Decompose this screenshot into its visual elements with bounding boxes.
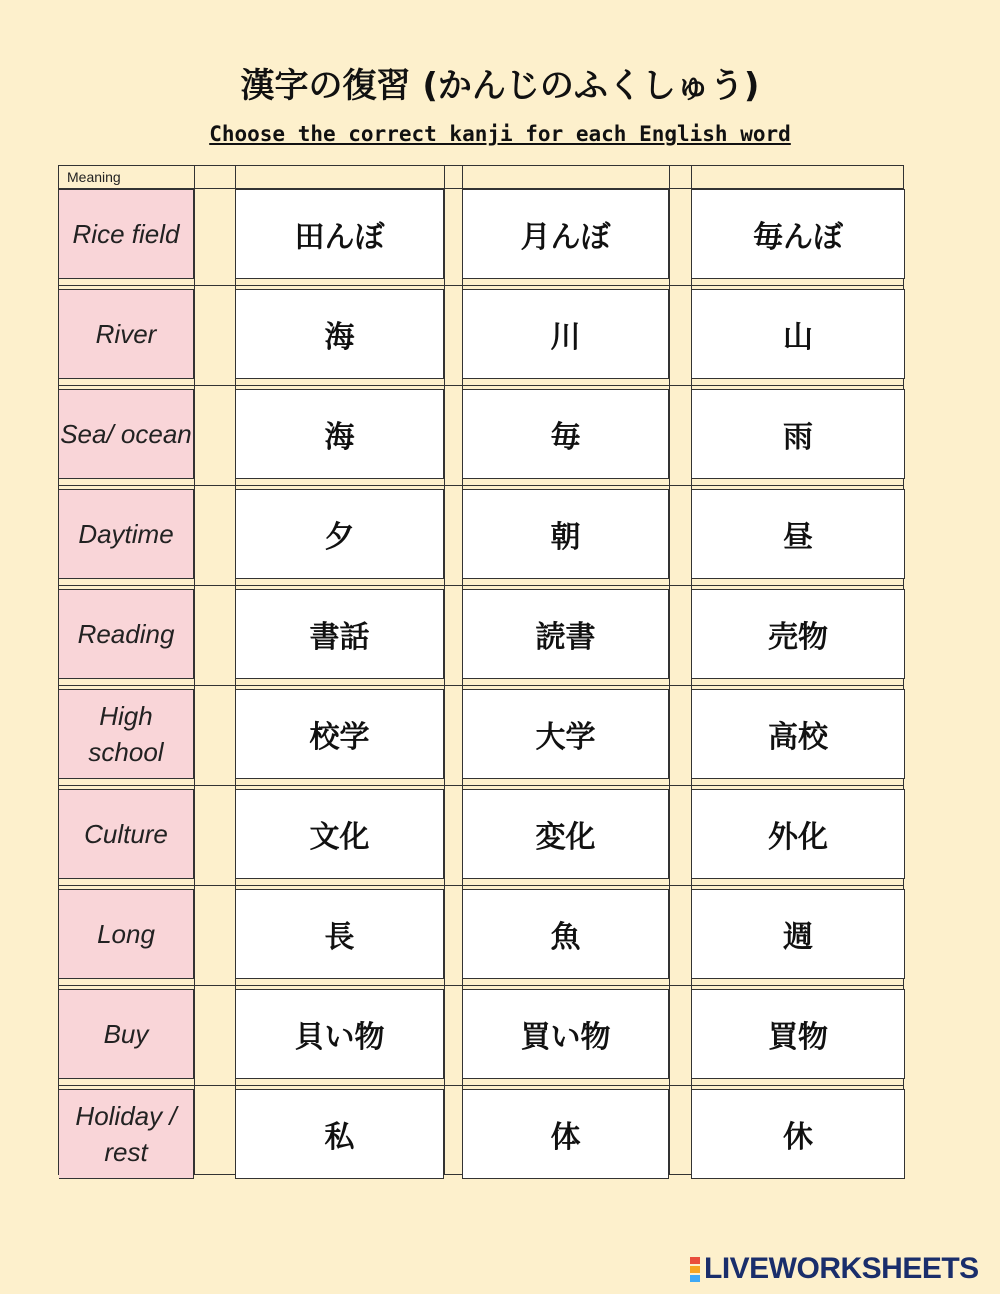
kanji-choice-3[interactable]: 週 (691, 889, 905, 979)
meaning-cell: Daytime (59, 489, 194, 579)
kanji-choice-2[interactable]: 大学 (462, 689, 669, 779)
kanji-choice-2[interactable]: 川 (462, 289, 669, 379)
row-separator (59, 485, 903, 486)
row-separator (59, 985, 903, 986)
meaning-cell: High school (59, 689, 194, 779)
kanji-choice-1[interactable]: 長 (235, 889, 444, 979)
kanji-choice-1[interactable]: 夕 (235, 489, 444, 579)
kanji-choice-2[interactable]: 朝 (462, 489, 669, 579)
kanji-choice-3[interactable]: 買物 (691, 989, 905, 1079)
kanji-choice-2[interactable]: 変化 (462, 789, 669, 879)
kanji-choice-1[interactable]: 私 (235, 1089, 444, 1179)
header-row (59, 166, 903, 189)
row-separator (59, 385, 903, 386)
kanji-choice-3[interactable]: 山 (691, 289, 905, 379)
kanji-choice-1[interactable]: 文化 (235, 789, 444, 879)
kanji-choice-3[interactable]: 昼 (691, 489, 905, 579)
row-separator (59, 685, 903, 686)
liveworksheets-logo (690, 1252, 979, 1286)
table-row (59, 389, 903, 479)
meaning-cell: Buy (59, 989, 194, 1079)
table-row (59, 889, 903, 979)
row-separator (59, 785, 903, 786)
meaning-cell: Long (59, 889, 194, 979)
row-separator (59, 885, 903, 886)
meaning-cell: River (59, 289, 194, 379)
table-row (59, 1089, 903, 1179)
kanji-choice-2[interactable]: 月んぼ (462, 189, 669, 279)
kanji-choice-2[interactable]: 毎 (462, 389, 669, 479)
kanji-choice-2[interactable]: 魚 (462, 889, 669, 979)
row-separator (59, 1085, 903, 1086)
meaning-header: Meaning (67, 169, 121, 185)
kanji-choice-3[interactable]: 休 (691, 1089, 905, 1179)
kanji-choice-1[interactable]: 校学 (235, 689, 444, 779)
kanji-choice-1[interactable]: 田んぼ (235, 189, 444, 279)
meaning-cell: Culture (59, 789, 194, 879)
table-row (59, 689, 903, 779)
kanji-choice-3[interactable]: 毎んぼ (691, 189, 905, 279)
quiz-table (58, 165, 904, 1175)
table-row (59, 289, 903, 379)
table-row (59, 589, 903, 679)
table-row (59, 489, 903, 579)
kanji-choice-1[interactable]: 書話 (235, 589, 444, 679)
meaning-cell: Rice field (59, 189, 194, 279)
meaning-cell: Reading (59, 589, 194, 679)
row-separator (59, 585, 903, 586)
table-row (59, 189, 903, 279)
logo-text: LIVEWORKSHEETS (704, 1252, 979, 1285)
liveworksheets-logo-icon (690, 1256, 700, 1283)
kanji-choice-2[interactable]: 読書 (462, 589, 669, 679)
kanji-choice-1[interactable]: 海 (235, 389, 444, 479)
kanji-choice-3[interactable]: 売物 (691, 589, 905, 679)
meaning-cell: Sea/ ocean (59, 389, 194, 479)
kanji-choice-3[interactable]: 外化 (691, 789, 905, 879)
row-separator (59, 285, 903, 286)
kanji-choice-3[interactable]: 雨 (691, 389, 905, 479)
kanji-choice-1[interactable]: 貝い物 (235, 989, 444, 1079)
kanji-choice-3[interactable]: 高校 (691, 689, 905, 779)
meaning-cell: Holiday / rest (59, 1089, 194, 1179)
kanji-choice-2[interactable]: 体 (462, 1089, 669, 1179)
kanji-choice-1[interactable]: 海 (235, 289, 444, 379)
table-row (59, 789, 903, 879)
instructions: Choose the correct kanji for each English word (209, 122, 791, 146)
table-row (59, 989, 903, 1079)
page-title: 漢字の復習 (かんじのふくしゅう) (240, 66, 760, 106)
kanji-choice-2[interactable]: 買い物 (462, 989, 669, 1079)
